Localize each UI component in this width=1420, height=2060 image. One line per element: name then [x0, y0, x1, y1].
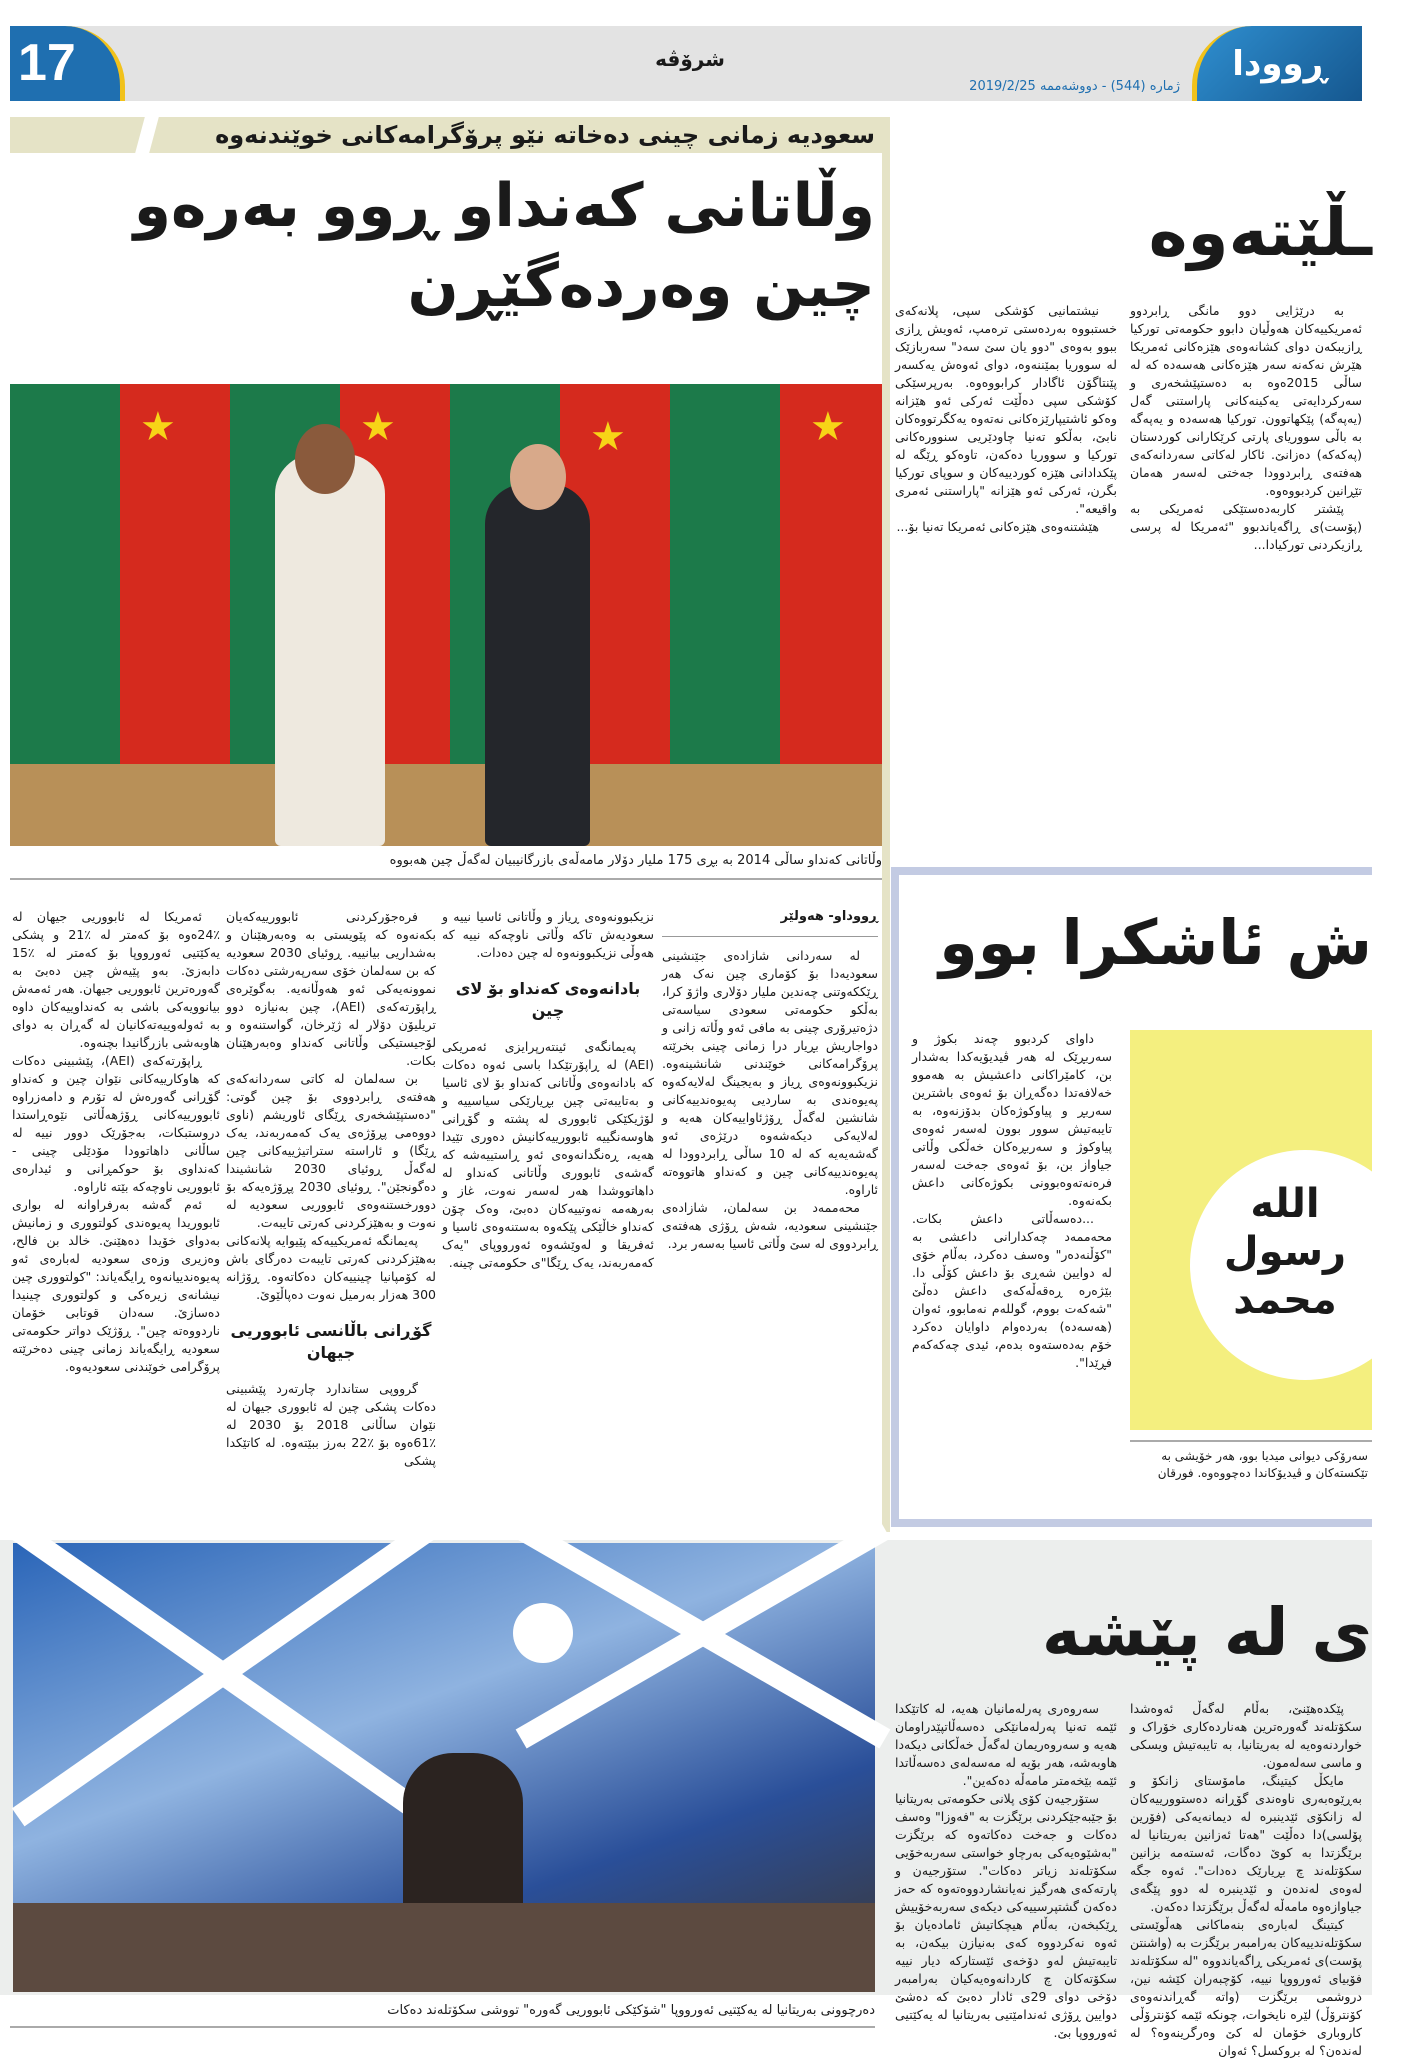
paragraph: گرووپی ستاندارد چارتەرد پێشبینی دەکات پشکی چین لە ئابووری جیهان لە نێوان ساڵانی 2018 بۆ 2030 لە ٪61ەوە بۆ ٪22 بەرز ببێتەوە. لە کاتێکدا پشکی — [226, 1381, 437, 1468]
subheading: بادانەوەی کەنداو بۆ لای چین — [455, 979, 641, 1020]
paragraph: داوای کردبوو چەند بکوژ و سەربڕێک لە هەر ڤیدیۆیەکدا بەشدار بن، کامێراکانی داعشیش بە هەموو خەلافەتدا دەگەڕان بۆ ئەوەی باشترین سەربڕ و پیاوکوژەکان بدۆزنەوە، بە تایبەتیش سوور بوون لەسەر ئەوەی پیاوکوژ و سەربڕەکان خەڵکی وڵاتی جیاواز بن، بۆ ئەوەی جەخت لەسەر فرەنەتەوەبوونی بکوژەکانی داعش بکەنەوە. — [912, 1031, 1112, 1208]
paragraph: ستۆرجیەن کۆی پلانی حکومەتی بەریتانیا بۆ جێبەجێکردنی برێگزت بە "فەوزا" وەسف دەکات و جەخت دەکاتەوە کە برێگزت "بەشێوەیەکی بەرچاو خواستی سەربەخۆیی سکۆتلەند زیاتر دەکات". ستۆرجیەن و پارتەکەی هەرگیز نەیانشاردووەتەوە کە حەز دەکەن گشتپرسییەکی دیکەی سەربەخۆییش ڕێکبخەن، بەڵام هیچکاتیش ئامادەیان بۆ ئەوە نەکردووە کەی بەنیازن بیکەن، بە تایبەتیش لەو دۆخەی ئێستارکە دیار نییە سکۆتەکان چ کاردانەوەیەکیان بەرامبەر دۆخی دوای 29ی ئادار دەبێ کە دەشێ دوایین ڕۆژی ئەندامێتیی بەریتانیا لە یەکێتیی ئەورووپا بێ. — [895, 1791, 1117, 2040]
paragraph: ڕاپۆرتەکەی (AEI)، پێشبینی دەکات کە هاوکارییەکانی نێوان چین و کەنداو گۆڕانی گەورەش لە تۆرم و دامەزراوە ئابوورییەکانی ڕۆژهەڵاتی نێوەڕاستدا دروستبکات، بەجۆرێک دوور نییە لە ساڵانی داهاتوودا مۆدێلی چینی - کەنداوی بۆ حوکمڕانی و ئیدارەی ئابووریی ناوچەکە بێتە ئاراوە. — [12, 1053, 220, 1194]
paragraph: کیتینگ لەبارەی بنەماکانی هەڵوێستی سکۆتلەندییەکان بەرامبەر برێگزت بە (واشنتن پۆست)ی ئەمریکی ڕاگەیاندووە "لە سکۆتلەند فۆبیای ئەورووپا نییە، کۆچبەران کێشە نین، دروشمی برێگزت (واتە گەڕاندنەوەی کۆنترۆڵ) لێرە نایخوات، چونکە ئێمە کۆنترۆڵی کاروباری خۆمان لە کێ وەرگرینەوە؟ لە لەندەن؟ لە بروکسل؟ ئەوان — [1130, 1917, 1362, 2058]
paragraph: پەیمانگە ئەمریکییەکە پێیوایە پلانەکانی بەهێزکردنی کەرتی تایبەت دەرگای باش لە کۆمپانیا چینییەکان دەکاتەوە. ڕۆژانە 300 هەزار بەرمیل نەوت دەپاڵێوێ. — [226, 1233, 436, 1302]
page-number: 17 — [10, 26, 125, 101]
flag-lettering: الله رسول محمد — [1223, 1181, 1347, 1323]
right-article-headline: ـڵێتەوە — [1148, 194, 1372, 271]
paragraph: محەممەد بن سەلمان، شازادەی جێنشینی سعودیە، شەش ڕۆژی هەفتەی ڕابردووی لە سێ وڵاتی ئاسیا بەسەر برد. — [662, 1200, 878, 1251]
caption-divider — [1130, 1440, 1372, 1442]
paragraph: نیشتمانیی کۆشکی سپی، پلانەکەی خستبووە بەردەستی ترەمپ، ئەویش ڕازی ببوو بەوەی "دوو یان سێ سەد" سەربازێک لە سووریا بمێننەوە، دوای ئەوەش یەکسەر پێنتاگۆن ئاگادار کرابووەوە. بەرپرسێکی کۆشکی سپی دەڵێت ئەرکی ئەو هێزانە وەکو ئاشتیپارێزەکانی نەتەوە یەکگرتووەکان نابێ، بەڵکو تەنیا چاودێریی سنوورەکانی تورکیا و سووریا دەکەن، تاوەکو ڕێگە لە پێکدادانی هێزە کوردییەکان و سوپای تورکیا بگرن، ئەرکی ئەو هێزانە "پاراستنی ئەمری واقیعە". — [895, 303, 1117, 516]
scotland-photo-caption: دەرچوونی بەریتانیا لە یەکێتیی ئەورووپا "شۆکێکی ئابووریی گەورە" تووشی سکۆتلەند دەکات — [387, 2003, 875, 2018]
scotland-rally-photo — [13, 1543, 875, 1992]
paragraph: بە درێژایی دوو مانگی ڕابردوو ئەمریکییەکان هەوڵیان دابوو حکومەتی تورکیا ڕازیبکەن دوای کشانەوەی هێزەکانی ئەمریکا هێرش نەکەنە سەر هێزەکانی هەسەدە کە لە ساڵی 2015ەوە بە دەستپێشخەری و سەرکردایەتی یەکینەکانی پاراستنی گەل (یەپەگە) پێکهاتوون. تورکیا هەسەدە و یەپەگە بە باڵی سووریای پارتی کرێکارانی کوردستان (پەکەکە) دەزانێ. ئاکار لەکاتی سەردانەکەی هەفتەی ڕابردوودا جەختی لەسەر هەمان تێڕانین کردبووەوە. — [1130, 303, 1363, 498]
paragraph: ئەمریکا لە ئابووریی جیهان لە ٪24ەوە بۆ کەمتر لە ٪21 و پشکی یەکێتیی ئەورووپا بۆ کەمتر لە ٪15 دابەزێ. بەو پێیەش چین دەبێ بە گەورەترین ئابووریی جیهان. هەر ئەمەش بیانوویەکی باشی بە کەنداوییەکان داوە بە ئەولەوییەتەکانیان لە گەڕان بە دوای هاوبەشی بازرگانیدا بچنەوە. — [12, 909, 220, 1050]
headline-line-1: وڵاتانی کەنداو ڕوو بەرەو — [133, 171, 875, 241]
article-column-3 — [226, 908, 436, 1532]
article-photo-saudi-china-leaders: ★ ★ ★ ★ — [10, 384, 882, 846]
brexit-article-headline: ی لە پێشە — [1041, 1594, 1372, 1671]
paragraph: پێشتر کاربەدەستێکی ئەمریکی بە (پۆست)ی ڕاگەیاندبوو "ئەمریکا لە پرسی ڕازیکردنی تورکیادا... — [1130, 501, 1362, 552]
paragraph: لە سەردانی شازادەی جێنشینی سعودیەدا بۆ کۆماری چین نەک هەر ڕێککەوتنی چەندین ملیار دۆلاری واژۆ کرا، بەڵکو حکومەتی سعودی سیاسەتی دژەتیرۆری چینی بە مافی ئەو وڵاتە زانی و دواجاریش بڕیار درا زمانی چینی بخرێتە پرۆگرامەکانی خوێندنی شانشینەوە. نزیکبوونەوەی ڕیاز و بەیجینگ لەلایەکەوە پەیوەندی بە ساردیی پەیوەندییەکانی شانشین لەگەڵ ڕۆژئاواییەکان هەیە و لەلایەکی دیکەشەوە درێژەی ئەو گەشەیەیە کە لە 10 ساڵی ڕابردوودا لە پەیوەندییەکانی چین و کەنداو هاتووەتە ئاراوە. — [662, 948, 878, 1197]
paragraph: فرەجۆرکردنی ئابوورییەکەیان بکەنەوە کە پێویستی بە وەبەرهێنان و بەشداریی بیانییە. ڕوئیای 2030 سعودیە کە بن سەلمان خۆی سەرپەرشتی دەکات نموونەیەکی ئەو هەوڵانەیە. بەگوێرەی ڕاپۆرتەکەی (AEI)، چین بەنیازە دوو تریلیۆن دۆلار لە ژێرخان، گواستنەوە و لۆجیستیکی وڵاتانی کەنداو وەبەرهێنان بکات. — [226, 909, 436, 1068]
caption-divider — [10, 2026, 875, 2028]
isis-article-headline: ش ئاشکرا بوو — [939, 906, 1372, 979]
article-column-1 — [662, 908, 878, 1532]
paragraph: سەروەری پەرلەمانیان هەیە، لە کاتێکدا ئێمە تەنیا پەرلەمانێکی دەسەڵاتپێدراومان هەیە و سەروەریمان لەگەڵ خەڵکانی دیکەدا هاوبەشە، هەر بۆیە لە مەسەلەی دەسەڵاتدا ئێمە بێخەمتر مامەڵە دەکەین". — [895, 1701, 1117, 1788]
paragraph: پێکدەهێنێ، بەڵام لەگەڵ ئەوەشدا سکۆتلەند گەورەترین هەناردەکاری خۆراک و خواردنەوەیە لە بەریتانیا، بە تایبەتیش ویسکی و ماسی سەلەمون. — [1130, 1701, 1362, 1770]
isis-article-text — [912, 1030, 1112, 1516]
subheading: گۆڕانی باڵانسی ئابووریی جیهان — [230, 1321, 432, 1362]
headline-line-2: چین وەردەگێڕن — [407, 251, 875, 321]
paragraph: ئەم گەشە بەرفراوانە لە بواری ئابووریدا پەیوەندی کولتووری و زمانیش بەدوای خۆیدا دەهێنێ. خالد بن فالح، وەزیری وزەی سعودیە لەبارەی ئەو پەیوەندییانەوە ڕایگەیاند: "کولتووری چین نیشانەی زیرەکی و کولتووری چینیدا دەسازێ. سەدان قوتابی خۆمان ناردووەتە چین". ڕۆژێک دواتر حکومەتی سعودیە ڕایگەیاند زمانی چینی دەخرێتە پرۆگرامی خوێندنی سعودیەوە. — [12, 1197, 220, 1374]
paragraph: بن سەلمان لە کاتی سەردانەکەی هەفتەی ڕابردووی بۆ چین گوتی: "دەستپێشخەری ڕێگای ئاوریشم (ناوی دووەمی پڕۆژەی یەک کەمەربەند، یەک ڕێگا) و ئاراستە ستراتیژییەکانی چین لەگەڵ ڕوئیای 2030 شانشیندا دەگونجێن". ڕوئیای 2030 پڕۆژەیەکە بۆ دوورخستنەوەی ئابووریی سعودیە لە نەوت و بەهێزکردنی کەرتی تایبەت. — [226, 1071, 436, 1230]
right-article-column-1 — [1130, 302, 1362, 842]
isis-flag-image — [1130, 1030, 1372, 1430]
article-column-2 — [442, 908, 654, 1532]
caption-divider — [10, 878, 882, 880]
paragraph: ...دەسەڵاتی داعش بکات. محەممەد چەکدارانی داعشی بە "کۆڵنەدەر" وەسف دەکرد، بەڵام خۆی لە دوایین شەڕی بۆ داعش کۆڵی دا. بێژەرە ڕەقەڵەکەی داعش دەڵێ "شەکەت بووم، گوللەم نەمابوو، ئەوان (هەسەدە) بەردەوام داوایان دەکرد خۆم بەدەستەوە بدەم، ئیدی چەکەکەم فڕێدا". — [912, 1211, 1112, 1370]
right-article-column-2 — [895, 302, 1117, 842]
article-headline — [10, 166, 875, 326]
paragraph: مایکڵ کیتینگ، مامۆستای زانکۆ و بەڕێوەبەری ناوەندی گۆڕانە دەستوورییەکان لە زانکۆی ئێدینبرە لە دیمانەیەکی (فۆرین پۆلسی)دا دەڵێت "هەتا ئەزانین بەریتانیا لە برێگزتدا بە کوێ دەگات، ئەستەمە بزانین سکۆتلەند چ بڕیارێک دەدات". ئەوە جگە لەوەی لەندەن و ئێدینبرە لە دوو پێگەی جیاوازەوە مامەڵە لەگەڵ برێگزتدا دەکەن. — [1130, 1773, 1362, 1914]
paragraph: نزیکبوونەوەی ڕیاز و وڵاتانی ئاسیا نییە و سعودیەش تاکە وڵاتی ناوچەکە نییە کە هەوڵی نزیکبوونەوە لە چین دەدات. — [442, 909, 654, 960]
photo-caption: وڵاتانی کەنداو ساڵی 2014 بە بڕی 175 ملیار دۆلار مامەڵەی بازرگانیبیان لەگەڵ چین هەبووە — [389, 853, 882, 868]
isis-image-caption: سەرۆکی دیوانی میدیا بوو، هەر خۆیشی بە تێکستەکان و ڤیدیۆکاندا دەچووەوە. فورقان — [1157, 1449, 1368, 1480]
byline: ڕووداو- هەولێر — [662, 908, 878, 937]
brexit-column-2 — [895, 1700, 1117, 2040]
rudaw-logo: ڕوودا — [1192, 26, 1362, 101]
paragraph: هێشتنەوەی هێزەکانی ئەمریکا تەنیا بۆ... — [896, 519, 1099, 534]
brexit-column-1 — [1130, 1700, 1362, 2058]
article-column-4 — [12, 908, 220, 1532]
article-subtitle: سعودیە زمانی چینی دەخاتە نێو پرۆگرامەکانی خوێندنەوە — [215, 121, 875, 149]
column-divider — [882, 117, 890, 1532]
issue-date: ژمارە (544) - دووشەممە 2019/2/25 — [969, 79, 1180, 94]
paragraph: پەیمانگەی ئینتەرپرایزی ئەمریکی (AEI) لە ڕاپۆرتێکدا باسی ئەوە دەکات کە بادانەوەی وڵاتانی کەنداو بۆ لای ئاسیا و بەتایبەتی چین بڕیارێکی سیاسییە و لۆژیکێکی ئابووری لە پشتە و گۆڕانی هاوسەنگییە ئابوورییەکانیش دەوری تێیدا هەیە، ڕەنگدانەوەی ئەو ڕاستییەشە کە گەشەی ئابووری وڵاتانی کەنداو لە داهاتووشدا هەر لەسەر نەوت، غاز و بەرهەمە نەوتییەکان دەبێ، وەک چۆن کەنداو خاڵێکی پێکەوە بەستنەوەی ئاسیا و ئەفریقا و لەوێشەوە ئەورووپای "یەک کەمەربەند، یەک ڕێگا"ی حکومەتی چینە. — [442, 1039, 654, 1270]
section-name: شرۆڤە — [655, 47, 725, 71]
